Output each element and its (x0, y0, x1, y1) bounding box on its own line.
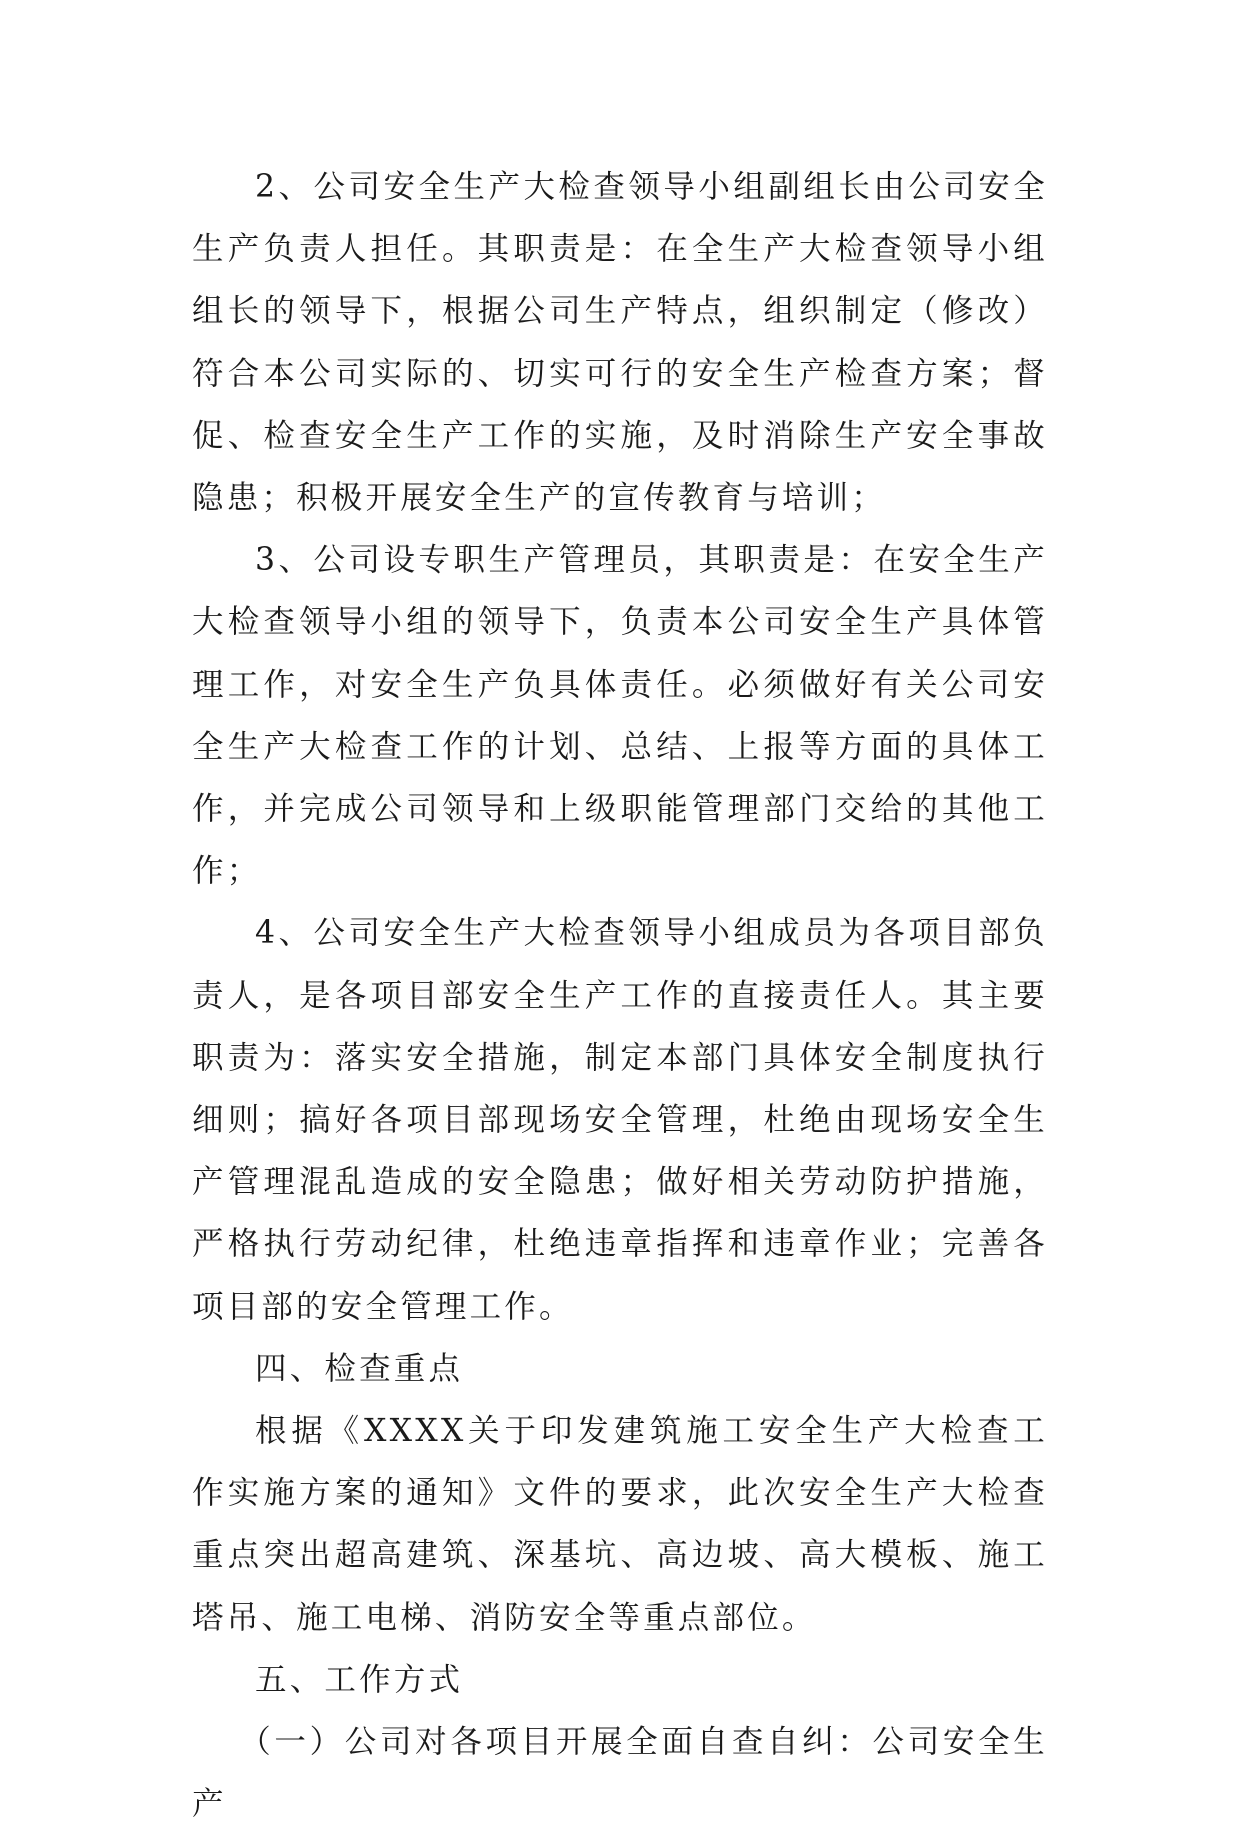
section-heading-inspection-focus: 四、检查重点 (255, 1350, 464, 1387)
document-body (192, 156, 1048, 1835)
paragraph-production-manager-duties: 3、公司设专职生产管理员，其职责是：在安全生产大检查领导小组的领导下，负责本公司安全生产具体管理工作，对安全生产负具体责任。必须做好有关公司安全生产大检查工作的计划、总结、上报等方面的具体工作，并完成公司领导和上级职能管理部门交给的其他工作； (192, 542, 1048, 890)
paragraph-deputy-leader-duties: 2、公司安全生产大检查领导小组副组长由公司安全生产负责人担任。其职责是：在全生产大检查领导小组组长的领导下，根据公司生产特点，组织制定（修改）符合本公司实际的、切实可行的安全生产检查方案；督促、检查安全生产工作的实施，及时消除生产安全事故隐患；积极开展安全生产的宣传教育与培训； (192, 169, 1048, 517)
section-heading-working-method: 五、工作方式 (255, 1661, 464, 1698)
paragraph-group-member-duties: 4、公司安全生产大检查领导小组成员为各项目部负责人，是各项目部安全生产工作的直接责任人。其主要职责为：落实安全措施，制定本部门具体安全制度执行细则；搞好各项目部现场安全管理，杜绝由现场安全生产管理混乱造成的安全隐患；做好相关劳动防护措施，严格执行劳动纪律，杜绝违章指挥和违章作业；完善各项目部的安全管理工作。 (192, 915, 1048, 1325)
paragraph-self-inspection: （一）公司对各项目开展全面自查自纠：公司安全生产 (192, 1724, 1048, 1823)
paragraph-inspection-focus: 根据《XXXX关于印发建筑施工安全生产大检查工作实施方案的通知》文件的要求，此次安全生产大检查重点突出超高建筑、深基坑、高边坡、高大模板、施工塔吊、施工电梯、消防安全等重点部位。 (192, 1413, 1048, 1636)
